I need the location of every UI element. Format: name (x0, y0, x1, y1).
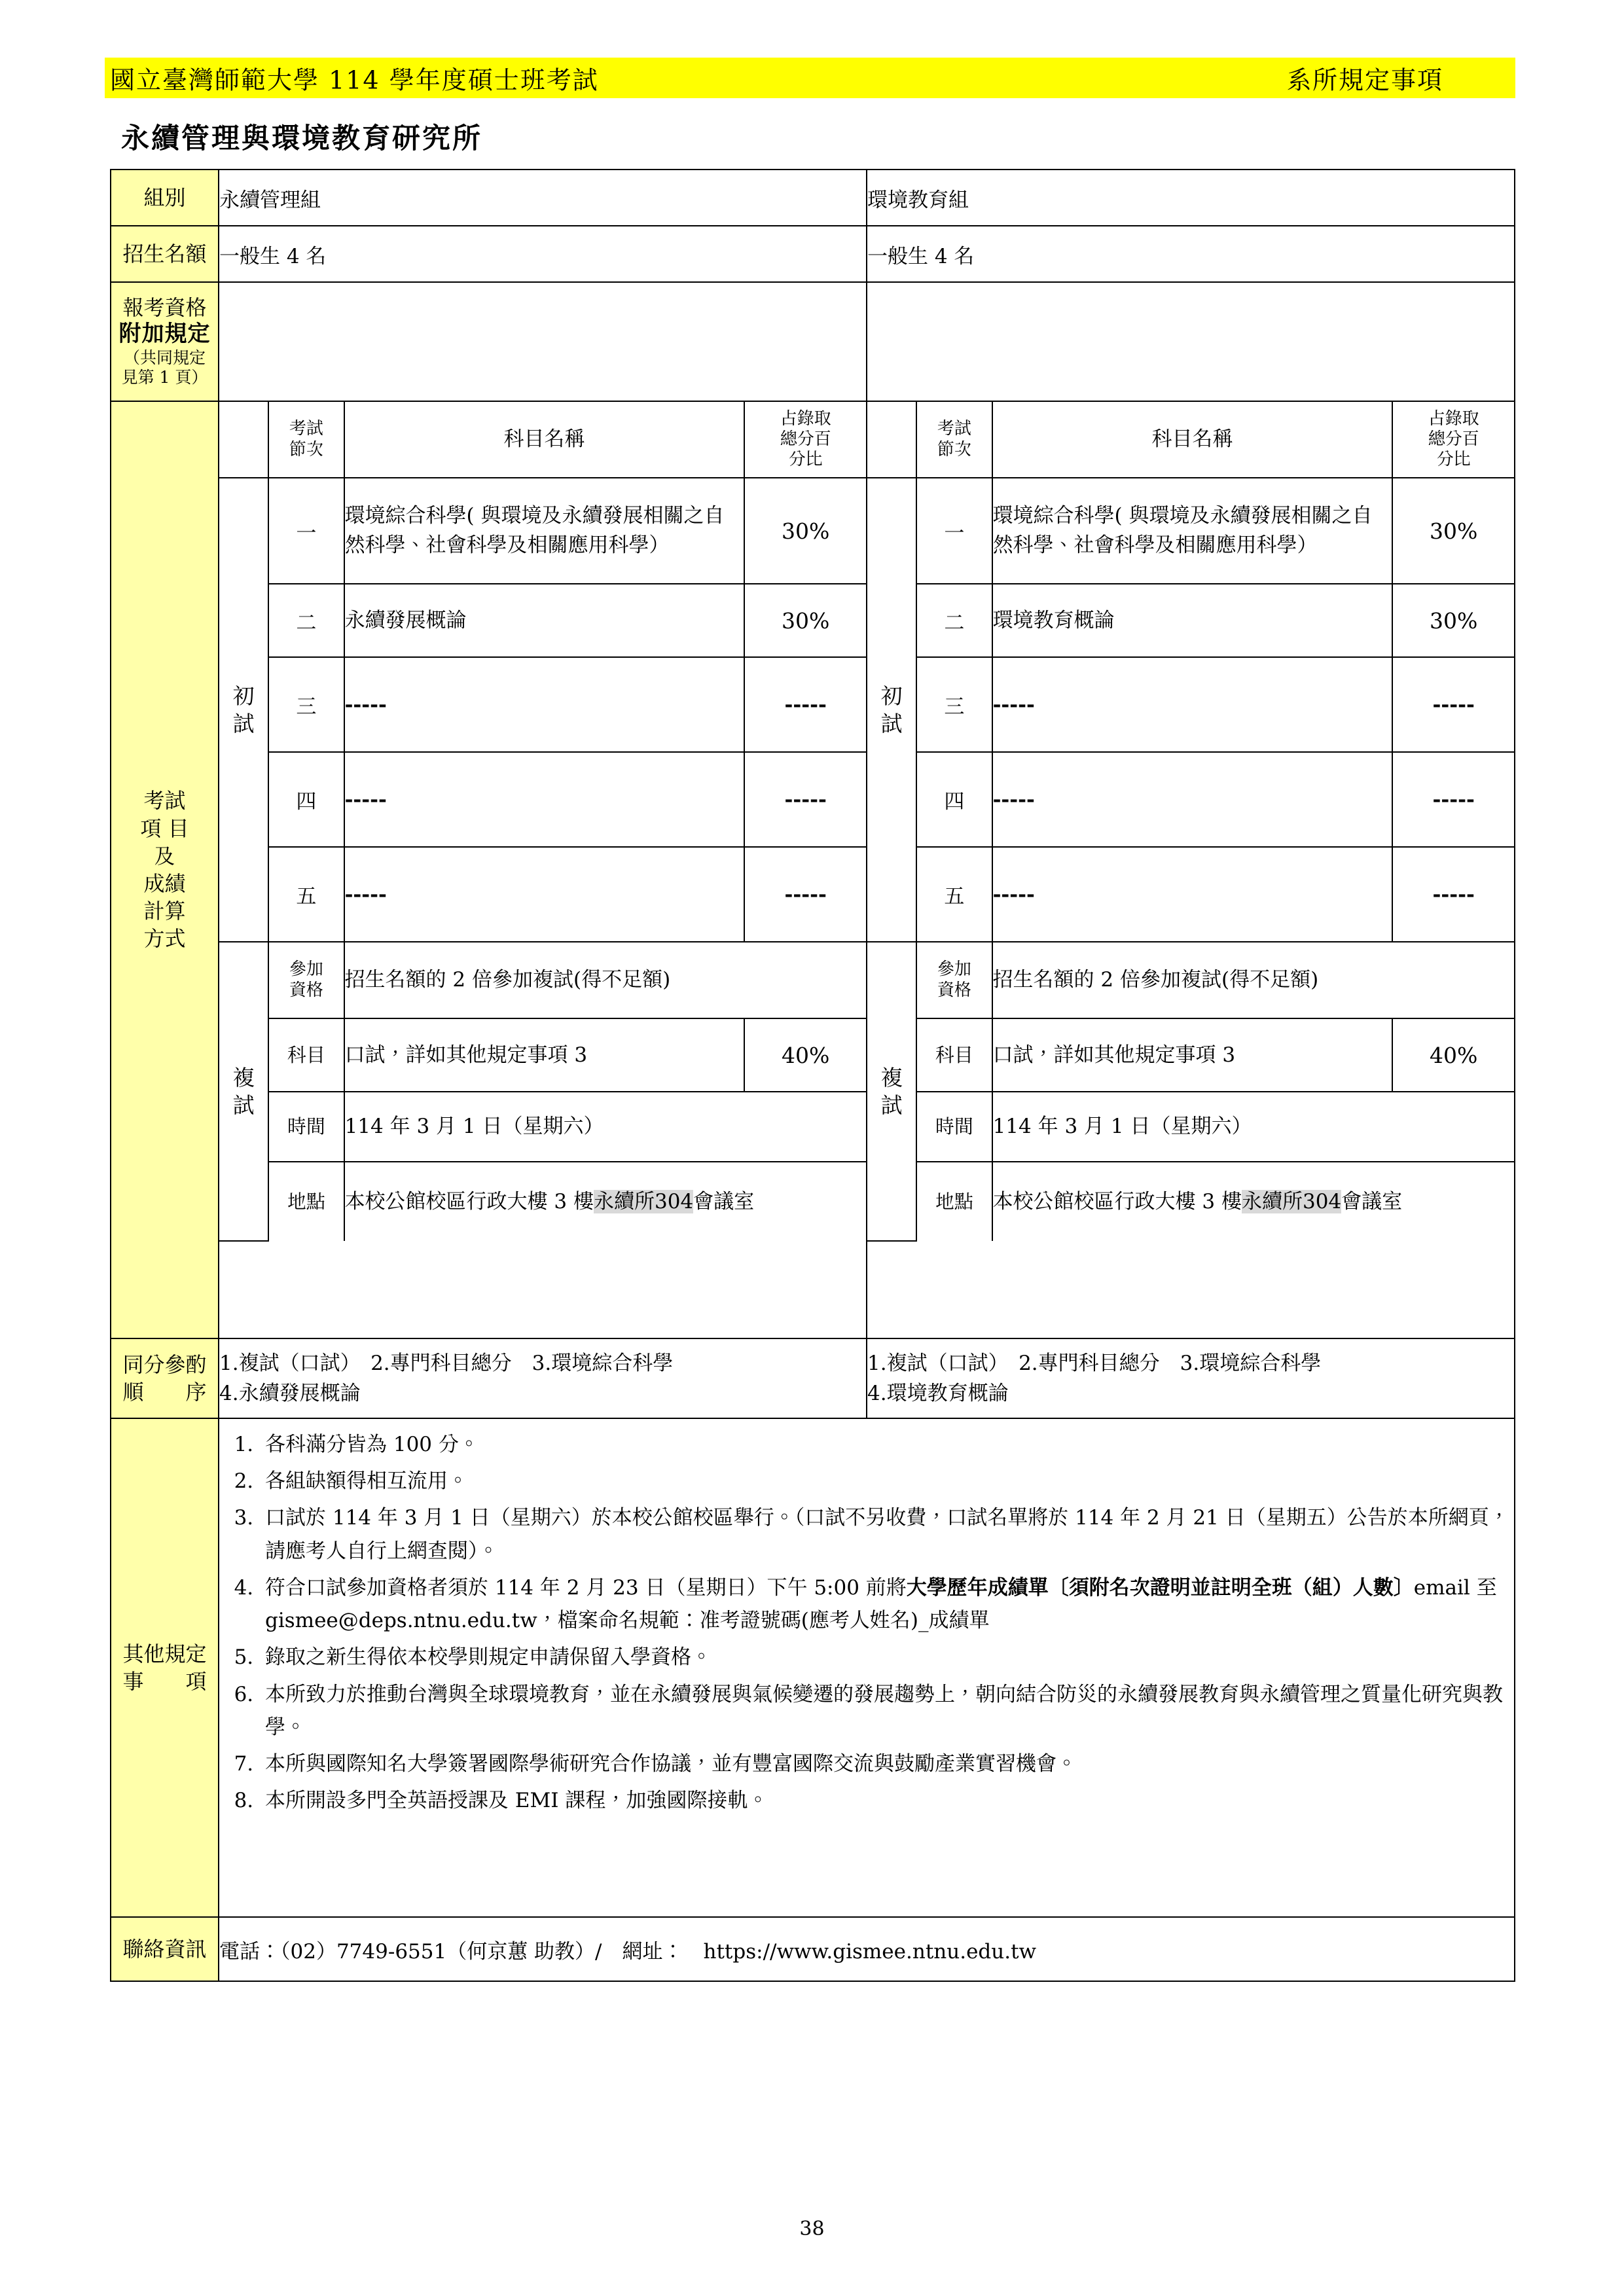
rule-item: 3. 口試於 114 年 3 月 1 日（星期六）於本校公館校區舉行。（口試不另收費，口試名單將於 114 年 2 月 21 日（星期五）公告於本所網頁，請應考人自行上網查閱）。 (260, 1501, 1514, 1567)
table-row-eligibility (111, 282, 1515, 401)
label-exam-items (111, 401, 219, 1338)
label-eligibility-line4: 見第 1 頁） (121, 368, 208, 387)
label-exam-items-l2: 項 目 (140, 816, 189, 841)
session-no: 一 (916, 478, 992, 584)
label-second-time: 時間 (268, 1092, 344, 1162)
label-eligibility-line1: 報考資格 (122, 295, 207, 321)
table-row-group (111, 170, 1515, 226)
label-contact: 聯絡資訊 (111, 1917, 219, 1981)
place-prefix: 本校公館校區行政大樓 3 樓 (992, 1189, 1242, 1213)
col-header-percent-l3: 分比 (788, 450, 823, 470)
second-time-text: 114 年 3 月 1 日（星期六） (344, 1092, 866, 1162)
label-other-rules-l1: 其他規定 (122, 1641, 207, 1666)
col-header-session-l1: 考試 (937, 419, 971, 439)
label-tiebreak (111, 1338, 219, 1418)
session-no: 五 (268, 847, 344, 942)
session-percent: ----- (744, 847, 866, 942)
exam-session-row (867, 584, 1514, 657)
tiebreak-line-2: 4.永續發展概論 (219, 1382, 361, 1405)
session-percent: ----- (1392, 752, 1514, 847)
session-percent: ----- (1392, 657, 1514, 752)
page-number: 38 (799, 2217, 825, 2240)
session-subject: ----- (344, 657, 745, 752)
place-suffix: 會議室 (693, 1189, 755, 1213)
stage-label-first-l2: 試 (232, 710, 255, 736)
label-exam-items-l5: 計算 (143, 899, 186, 924)
second-stage-subject-row (867, 1018, 1514, 1092)
rule-item: 2. 各組缺額得相互流用。 (260, 1465, 1514, 1498)
header-left-title: 國立臺灣師範大學 114 學年度碩士班考試 (110, 65, 599, 95)
label-exam-items-l6: 方式 (143, 926, 186, 952)
label-second-subject: 科目 (916, 1018, 992, 1092)
label-second-place: 地點 (916, 1162, 992, 1241)
rule-item: 7. 本所與國際知名大學簽署國際學術研究合作協議，並有豐富國際交流與鼓勵產業實習機會。 (260, 1748, 1514, 1780)
session-no: 三 (268, 657, 344, 752)
session-percent: 30% (1392, 584, 1514, 657)
second-subject-percent: 40% (744, 1018, 866, 1092)
tiebreak-line-1: 1.複試（口試） 2.專門科目總分 3.環境綜合科學 (867, 1351, 1322, 1375)
session-subject: ----- (992, 847, 1393, 942)
stage-label-first-l1: 初 (232, 683, 255, 709)
label-exam-items-l3: 及 (154, 843, 175, 869)
stage-label-first-l2: 試 (880, 710, 903, 736)
session-no: 二 (268, 584, 344, 657)
label-tiebreak-l1: 同分參酌 (122, 1352, 207, 1377)
label-other-rules-l2: 事 項 (122, 1669, 207, 1694)
place-suffix: 會議室 (1341, 1189, 1403, 1213)
label-eligibility-line3: （共同規定 (123, 348, 206, 367)
session-subject: 環境綜合科學( 與環境及永續發展相關之自然科學、社會科學及相關應用科學） (992, 478, 1393, 584)
col-header-percent-l2: 總分百 (1428, 429, 1479, 449)
stage-label-second (219, 942, 268, 1241)
place-highlight-institute: 永續所 (594, 1189, 655, 1213)
second-stage-time-row (867, 1092, 1514, 1162)
other-rules-list (219, 1428, 1514, 1817)
exam-session-row (867, 478, 1514, 584)
label-second-eligibility-l1: 參加 (937, 960, 971, 980)
session-subject: ----- (344, 847, 745, 942)
session-no: 二 (916, 584, 992, 657)
rule-item: 8. 本所開設多門全英語授課及 EMI 課程，加強國際接軌。 (260, 1784, 1514, 1817)
stage-label-second-l1: 複 (232, 1065, 255, 1091)
second-place-text (344, 1162, 866, 1241)
second-place-text (992, 1162, 1514, 1241)
label-second-eligibility (268, 942, 344, 1018)
label-second-eligibility (916, 942, 992, 1018)
contact-info-text: 電話：（02）7749-6551（何京蕙 助教）/ 網址： https://www.gismee.ntnu.edu.tw (219, 1917, 1515, 1981)
session-percent: 30% (744, 478, 866, 584)
rule-item-post: email 至 gismee@deps.ntnu.edu.tw，檔案命名規範：准考證號碼(應考人姓名)_成績單 (265, 1575, 1497, 1633)
rule-item: 6. 本所致力於推動台灣與全球環境教育，並在永續發展與氣候變遷的發展趨勢上，朝向結合防災的永續發展教育與永續管理之質量化研究與教學。 (260, 1678, 1514, 1744)
group-name-sustainable: 永續管理組 (219, 170, 867, 226)
table-row-other-rules (111, 1418, 1515, 1917)
rule-item (260, 1571, 1514, 1637)
stage-label-second (867, 942, 916, 1241)
second-eligibility-text: 招生名額的 2 倍參加複試(得不足額) (344, 942, 866, 1018)
second-subject-percent: 40% (1392, 1018, 1514, 1092)
label-second-place: 地點 (268, 1162, 344, 1241)
table-row-contact (111, 1917, 1515, 1981)
tiebreak-line-2: 4.環境教育概論 (867, 1382, 1009, 1405)
exam-session-row (219, 478, 866, 584)
place-prefix: 本校公館校區行政大樓 3 樓 (344, 1189, 594, 1213)
col-header-session (916, 402, 992, 478)
second-stage-place-row (219, 1162, 866, 1241)
tiebreak-environmental (867, 1338, 1515, 1418)
col-header-session (268, 402, 344, 478)
label-group: 組別 (111, 170, 219, 226)
header-highlight-band (105, 58, 1515, 98)
eligibility-extra-sustainable (219, 282, 867, 401)
rule-item-pre: 符合口試參加資格者須於 114 年 2 月 23 日（星期日）下午 5:00 前將 (265, 1575, 907, 1600)
quota-environmental: 一般生 4 名 (867, 226, 1515, 282)
exam-block-sustainable (219, 401, 867, 1338)
col-header-subject: 科目名稱 (344, 402, 745, 478)
label-eligibility (111, 282, 219, 401)
session-subject: ----- (992, 752, 1393, 847)
rule-item-bold: 大學歷年成績單〔須附名次證明並註明全班（組）人數〕 (906, 1575, 1414, 1600)
place-highlight-institute: 永續所 (1242, 1189, 1303, 1213)
session-percent: ----- (744, 752, 866, 847)
col-header-percent (1392, 402, 1514, 478)
rule-item: 1. 各科滿分皆為 100 分。 (260, 1428, 1514, 1461)
col-header-session-l2: 節次 (937, 439, 971, 459)
label-other-rules (111, 1418, 219, 1917)
place-highlight-room: 304 (655, 1189, 694, 1213)
session-subject: 環境綜合科學( 與環境及永續發展相關之自然科學、社會科學及相關應用科學） (344, 478, 745, 584)
rule-item: 5. 錄取之新生得依本校學則規定申請保留入學資格。 (260, 1641, 1514, 1674)
stage-label-second-l2: 試 (232, 1092, 255, 1118)
label-second-subject: 科目 (268, 1018, 344, 1092)
col-header-percent-l1: 占錄取 (1428, 408, 1479, 429)
col-header-subject: 科目名稱 (992, 402, 1393, 478)
label-quota: 招生名額 (111, 226, 219, 282)
session-subject: ----- (344, 752, 745, 847)
second-subject-text: 口試，詳如其他規定事項 3 (992, 1018, 1393, 1092)
session-no: 三 (916, 657, 992, 752)
department-regulations-table (110, 169, 1515, 1982)
session-subject: ----- (992, 657, 1393, 752)
exam-session-row (219, 657, 866, 752)
exam-header-row (867, 402, 1514, 478)
stage-label-first (867, 478, 916, 942)
stage-label-second-l1: 複 (880, 1065, 903, 1091)
session-percent: 30% (744, 584, 866, 657)
label-second-eligibility-l2: 資格 (289, 980, 323, 1000)
session-percent: 30% (1392, 478, 1514, 584)
tiebreak-sustainable (219, 1338, 867, 1418)
stage-label-second-l2: 試 (880, 1092, 903, 1118)
label-eligibility-line2: 附加規定 (118, 321, 211, 348)
exam-header-row (219, 402, 866, 478)
stage-label-first (219, 478, 268, 942)
second-time-text: 114 年 3 月 1 日（星期六） (992, 1092, 1514, 1162)
session-no: 四 (268, 752, 344, 847)
col-header-percent (744, 402, 866, 478)
exam-session-row (219, 584, 866, 657)
exam-table-sustainable (219, 402, 866, 1242)
exam-session-row (867, 752, 1514, 847)
second-stage-eligibility-row (219, 942, 866, 1018)
session-no: 一 (268, 478, 344, 584)
label-exam-items-l1: 考試 (143, 788, 186, 814)
exam-session-row (867, 657, 1514, 752)
label-tiebreak-l2: 順 序 (122, 1380, 207, 1405)
exam-table-environmental (867, 402, 1514, 1242)
col-header-session-l2: 節次 (289, 439, 323, 459)
other-rules-content (219, 1418, 1515, 1917)
exam-session-row (219, 752, 866, 847)
stage-label-first-l1: 初 (880, 683, 903, 709)
second-eligibility-text: 招生名額的 2 倍參加複試(得不足額) (992, 942, 1514, 1018)
session-no: 五 (916, 847, 992, 942)
quota-sustainable: 一般生 4 名 (219, 226, 867, 282)
table-row-exam-items (111, 401, 1515, 1338)
session-subject: 永續發展概論 (344, 584, 745, 657)
header-right-title: 系所規定事項 (1286, 65, 1443, 95)
session-subject: 環境教育概論 (992, 584, 1393, 657)
session-percent: ----- (1392, 847, 1514, 942)
tiebreak-line-1: 1.複試（口試） 2.專門科目總分 3.環境綜合科學 (219, 1351, 674, 1375)
group-name-environmental: 環境教育組 (867, 170, 1515, 226)
label-second-eligibility-l2: 資格 (937, 980, 971, 1000)
place-highlight-room: 304 (1303, 1189, 1342, 1213)
second-stage-place-row (867, 1162, 1514, 1241)
label-second-time: 時間 (916, 1092, 992, 1162)
col-header-percent-l3: 分比 (1436, 450, 1471, 470)
label-exam-items-l4: 成績 (143, 871, 186, 896)
exam-session-row (219, 847, 866, 942)
second-stage-time-row (219, 1092, 866, 1162)
second-stage-subject-row (219, 1018, 866, 1092)
exam-session-row (867, 847, 1514, 942)
table-row-tiebreak (111, 1338, 1515, 1418)
col-header-percent-l2: 總分百 (780, 429, 831, 449)
table-row-quota (111, 226, 1515, 282)
second-stage-eligibility-row (867, 942, 1514, 1018)
col-header-session-l1: 考試 (289, 419, 323, 439)
label-second-eligibility-l1: 參加 (289, 960, 323, 980)
eligibility-extra-environmental (867, 282, 1515, 401)
second-subject-text: 口試，詳如其他規定事項 3 (344, 1018, 745, 1092)
institute-title: 永續管理與環境教育研究所 (121, 122, 482, 155)
exam-block-environmental (867, 401, 1515, 1338)
page-header (105, 58, 1515, 98)
col-header-percent-l1: 占錄取 (780, 408, 831, 429)
session-no: 四 (916, 752, 992, 847)
session-percent: ----- (744, 657, 866, 752)
